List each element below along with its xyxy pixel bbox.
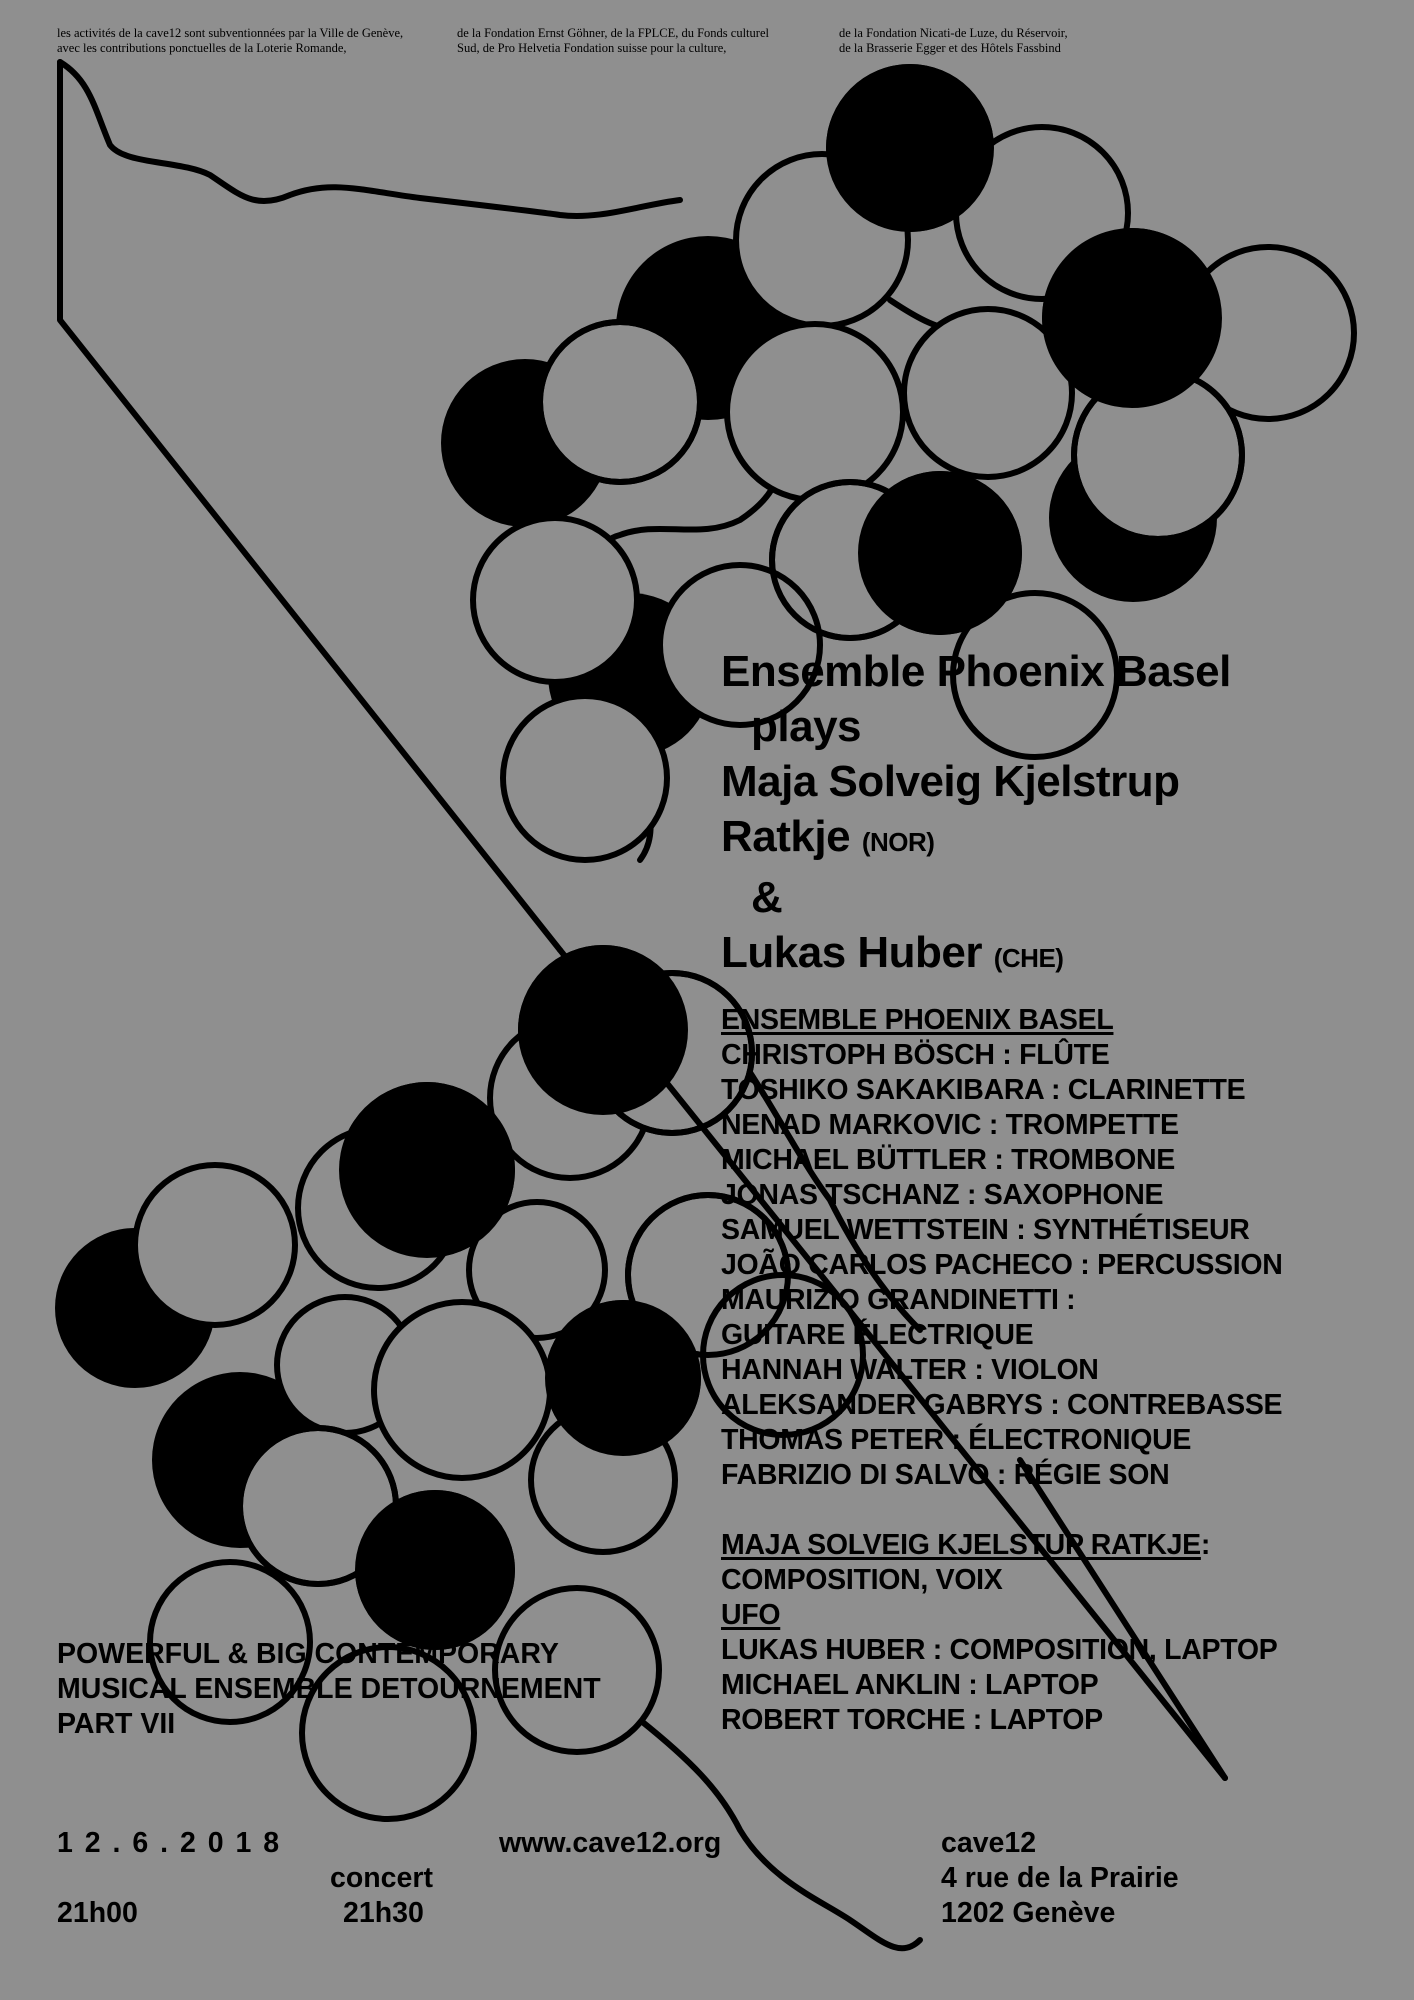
ufo-heading-line: [721, 1598, 1283, 1633]
ratkje-heading: MAJA SOLVEIG KJELSTUP RATKJE: [721, 1529, 1201, 1561]
roster-member: LUKAS HUBER : COMPOSITION, LAPTOP: [721, 1634, 1278, 1666]
composer1-surname: Ratkje: [721, 812, 851, 861]
outline-circle: [727, 324, 903, 500]
ufo-heading: UFO: [721, 1599, 781, 1631]
roster-member: FABRIZIO DI SALVO : RÉGIE SON: [721, 1459, 1170, 1491]
plays-text: plays: [751, 702, 862, 751]
roster-member: JOÃO CARLOS PACHECO : PERCUSSION: [721, 1249, 1283, 1281]
filled-circle: [858, 471, 1022, 635]
outline-circle: [503, 696, 667, 860]
composer1-country: (NOR): [861, 827, 935, 857]
composer2-country: (CHE): [993, 943, 1064, 973]
ensemble-title: Ensemble Phoenix Basel: [721, 647, 1231, 696]
roster-member: THOMAS PETER : ÉLECTRONIQUE: [721, 1424, 1192, 1456]
concert-time: 21h30: [343, 1897, 424, 1929]
tagline-line: PART VII: [57, 1708, 176, 1740]
website-link[interactable]: www.cave12.org: [499, 1827, 722, 1859]
venue-address: 4 rue de la Prairie: [941, 1862, 1179, 1894]
ratkje-colon: :: [1200, 1529, 1211, 1561]
roster-member: TOSHIKO SAKAKIBARA : CLARINETTE: [721, 1074, 1246, 1106]
credits-col-1: [57, 26, 403, 56]
tagline-line: POWERFUL & BIG CONTEMPORARY: [57, 1638, 559, 1670]
outline-circle: [135, 1165, 295, 1325]
ensemble-heading: ENSEMBLE PHOENIX BASEL: [721, 1004, 1114, 1036]
doors-time: 21h00: [57, 1897, 138, 1929]
roster-member: MICHAEL ANKLIN : LAPTOP: [721, 1669, 1099, 1701]
contour-line: [60, 62, 680, 216]
composer1-surname-line: [721, 809, 1231, 870]
composer2-name: Lukas Huber: [721, 928, 983, 977]
roster-member: ALEKSANDER GABRYS : CONTREBASSE: [721, 1389, 1283, 1421]
filled-circle: [826, 64, 994, 232]
credits-line: de la Fondation Nicati-de Luze, du Réservoir,: [839, 26, 1068, 40]
headline: [721, 644, 1231, 986]
roster-member: ROBERT TORCHE : LAPTOP: [721, 1704, 1103, 1736]
composer1-name: Maja Solveig Kjelstrup: [721, 757, 1180, 806]
roster: [721, 1003, 1283, 1738]
event-date: 1 2 . 6 . 2 0 1 8: [57, 1827, 282, 1859]
filled-circle: [545, 1300, 701, 1456]
credits-col-2: [457, 26, 769, 56]
credits-col-3: [839, 26, 1068, 56]
tagline-line: MUSICAL ENSEMBLE DETOURNEMENT: [57, 1673, 601, 1705]
tagline: [57, 1637, 601, 1742]
filled-circle: [355, 1490, 515, 1650]
concert-label: concert: [330, 1862, 433, 1894]
credits-line: Sud, de Pro Helvetia Fondation suisse pour la culture,: [457, 41, 727, 55]
outline-circle: [374, 1302, 550, 1478]
outline-circle: [473, 518, 637, 682]
composer2-line: [721, 925, 1231, 986]
credits-line: de la Brasserie Egger et des Hôtels Fassbind: [839, 41, 1061, 55]
credits-line: de la Fondation Ernst Göhner, de la FPLCE, du Fonds culturel: [457, 26, 769, 40]
roster-member: NENAD MARKOVIC : TROMPETTE: [721, 1109, 1179, 1141]
roster-member: MICHAEL BÜTTLER : TROMBONE: [721, 1144, 1175, 1176]
roster-member: GUITARE ÉLECTRIQUE: [721, 1319, 1034, 1351]
ratkje-heading-line: [721, 1528, 1283, 1563]
roster-member: JONAS TSCHANZ : SAXOPHONE: [721, 1179, 1164, 1211]
spacer: [721, 1493, 1283, 1528]
ampersand: &: [751, 873, 783, 922]
credits-line: avec les contributions ponctuelles de la Loterie Romande,: [57, 41, 347, 55]
roster-member: CHRISTOPH BÖSCH : FLÛTE: [721, 1039, 1110, 1071]
roster-member: MAURIZIO GRANDINETTI :: [721, 1284, 1076, 1316]
venue-name: cave12: [941, 1827, 1037, 1859]
roster-member: HANNAH WALTER : VIOLON: [721, 1354, 1099, 1386]
filled-circle: [339, 1082, 515, 1258]
ratkje-role: COMPOSITION, VOIX: [721, 1564, 1003, 1596]
credits-line: les activités de la cave12 sont subventionnées par la Ville de Genève,: [57, 26, 404, 40]
roster-member: SAMUEL WETTSTEIN : SYNTHÉTISEUR: [721, 1214, 1250, 1246]
venue-city: 1202 Genève: [941, 1897, 1116, 1929]
